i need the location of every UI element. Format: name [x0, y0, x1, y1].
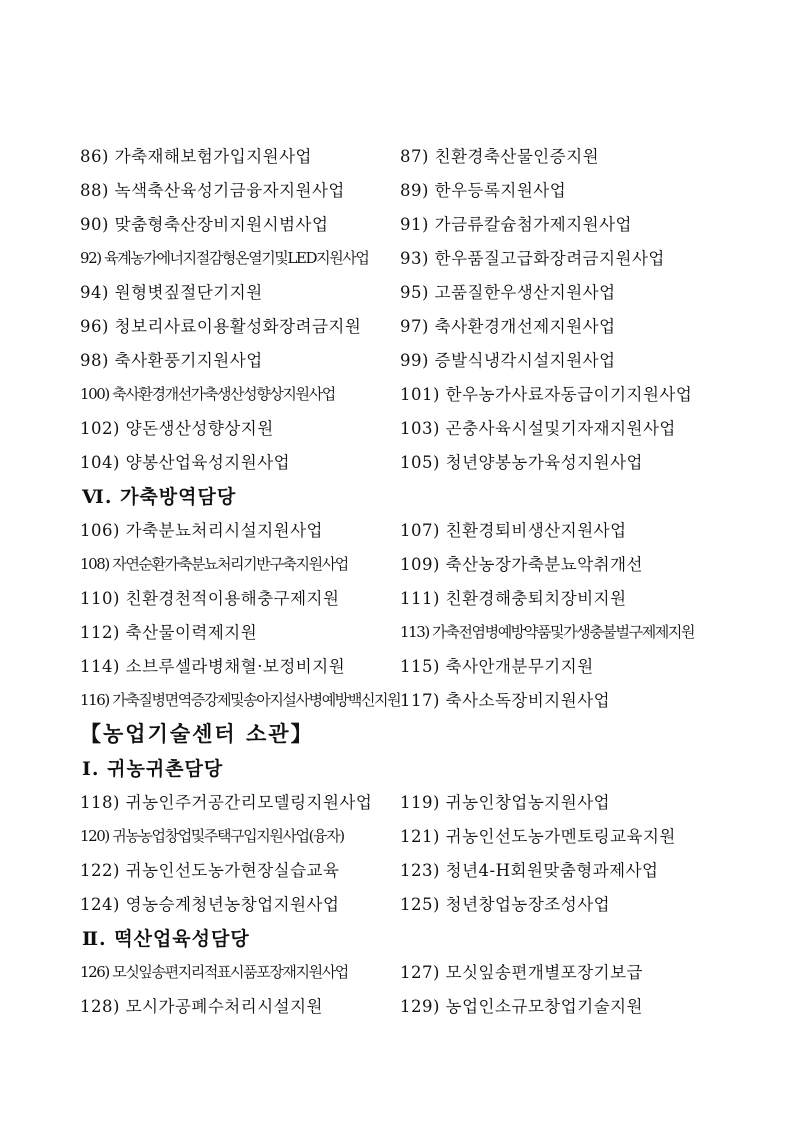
program-item-left: 124) 영농승계청년농창업지원사업	[80, 895, 340, 914]
program-item-right: 129) 농업인소규모창업기술지원	[400, 997, 643, 1016]
program-row	[80, 580, 720, 614]
program-row	[80, 988, 720, 1022]
program-row	[80, 682, 720, 716]
program-item-left: 106) 가축분뇨처리시설지원사업	[80, 521, 323, 540]
program-item-right: 119) 귀농인창업농지원사업	[400, 793, 611, 812]
program-row	[80, 614, 720, 648]
program-item-right: 109) 축산농장가축분뇨악취개선	[400, 555, 643, 574]
program-item-right: 103) 곤충사육시설및기자재지원사업	[400, 419, 676, 438]
program-item-right: 107) 친환경퇴비생산지원사업	[400, 521, 627, 540]
program-item-right: 93) 한우품질고급화장려금지원사업	[400, 249, 665, 268]
program-row	[80, 648, 720, 682]
program-item-left: 90) 맞춤형축산장비지원시범사업	[80, 215, 329, 234]
program-item-left: 86) 가축재해보험가입지원사업	[80, 147, 312, 166]
program-item-right: 123) 청년4-H회원맞춤형과제사업	[400, 861, 659, 880]
program-item-left: 94) 원형볏짚절단기지원	[80, 283, 263, 302]
program-item-right: 125) 청년창업농장조성사업	[400, 895, 611, 914]
program-item-right: 95) 고품질한우생산지원사업	[400, 283, 616, 302]
program-item-left: 96) 청보리사료이용활성화장려금지원	[80, 317, 362, 336]
subsection-heading: Ⅰ. 귀농귀촌담당	[82, 757, 224, 780]
program-item-right: 87) 친환경축산물인증지원	[400, 147, 600, 166]
program-item-left: 114) 소브루셀라병채혈·보정비지원	[80, 657, 346, 676]
program-item-left: 92) 육계농가에너지절감형온열기및LED지원사업	[80, 248, 369, 267]
program-row	[80, 444, 720, 478]
program-item-left: 104) 양봉산업육성지원사업	[80, 453, 291, 472]
program-item-right: 121) 귀농인선도농가멘토링교육지원	[400, 827, 676, 846]
program-row	[80, 886, 720, 920]
program-item-right: 127) 모싯잎송편개별포장기보급	[400, 963, 643, 982]
program-list	[80, 138, 720, 1022]
subsection-heading: Ⅱ. 떡산업육성담당	[82, 927, 250, 950]
program-row	[80, 376, 720, 410]
program-row	[80, 512, 720, 546]
program-item-right: 117) 축사소독장비지원사업	[400, 691, 611, 710]
program-item-right: 97) 축사환경개선제지원사업	[400, 317, 616, 336]
program-row	[80, 410, 720, 444]
program-item-left: 116) 가축질병면역증강제및송아지설사병예방백신지원	[80, 690, 400, 709]
program-item-left: 108) 자연순환가축분뇨처리기반구축지원사업	[80, 554, 348, 573]
program-row	[80, 240, 720, 274]
program-item-left: 122) 귀농인선도농가현장실습교육	[80, 861, 340, 880]
program-item-right: 105) 청년양봉농가육성지원사업	[400, 453, 643, 472]
program-item-right: 113) 가축전염병예방약품및가생충불벌구제제지원	[400, 622, 695, 641]
program-item-right: 99) 증발식냉각시설지원사업	[400, 351, 616, 370]
program-item-left: 120) 귀농농업창업및주택구입지원사업(융자)	[80, 826, 344, 845]
program-item-left: 128) 모시가공폐수처리시설지원	[80, 997, 323, 1016]
program-item-left: 110) 친환경천적이용해충구제지원	[80, 589, 340, 608]
program-row	[80, 308, 720, 342]
program-item-left: 98) 축사환풍기지원사업	[80, 351, 263, 370]
program-item-left: 118) 귀농인주거공간리모델링지원사업	[80, 793, 373, 812]
program-row	[80, 342, 720, 376]
program-row	[80, 274, 720, 308]
section-title: 【농업기술센터 소관】	[80, 721, 314, 746]
program-item-left: 112) 축산물이력제지원	[80, 623, 258, 642]
program-row	[80, 172, 720, 206]
program-item-right: 115) 축사안개분무기지원	[400, 657, 594, 676]
program-row	[80, 546, 720, 580]
program-item-right: 111) 친환경해충퇴치장비지원	[400, 589, 627, 608]
program-row	[80, 206, 720, 240]
program-item-left: 126) 모싯잎송편지리적표시품포장재지원사업	[80, 962, 348, 981]
program-item-left: 100) 축사환경개선가축생산성향상지원사업	[80, 384, 335, 403]
subsection-heading: Ⅵ. 가축방역담당	[82, 485, 237, 508]
program-item-left: 88) 녹색축산육성기금융자지원사업	[80, 181, 345, 200]
program-row	[80, 852, 720, 886]
program-item-right: 91) 가금류칼슘첨가제지원사업	[400, 215, 632, 234]
program-item-right: 101) 한우농가사료자동급이기지원사업	[400, 385, 693, 404]
program-row	[80, 954, 720, 988]
program-item-left: 102) 양돈생산성향상지원	[80, 419, 274, 438]
program-row	[80, 138, 720, 172]
program-row	[80, 818, 720, 852]
program-item-right: 89) 한우등록지원사업	[400, 181, 567, 200]
program-row	[80, 784, 720, 818]
